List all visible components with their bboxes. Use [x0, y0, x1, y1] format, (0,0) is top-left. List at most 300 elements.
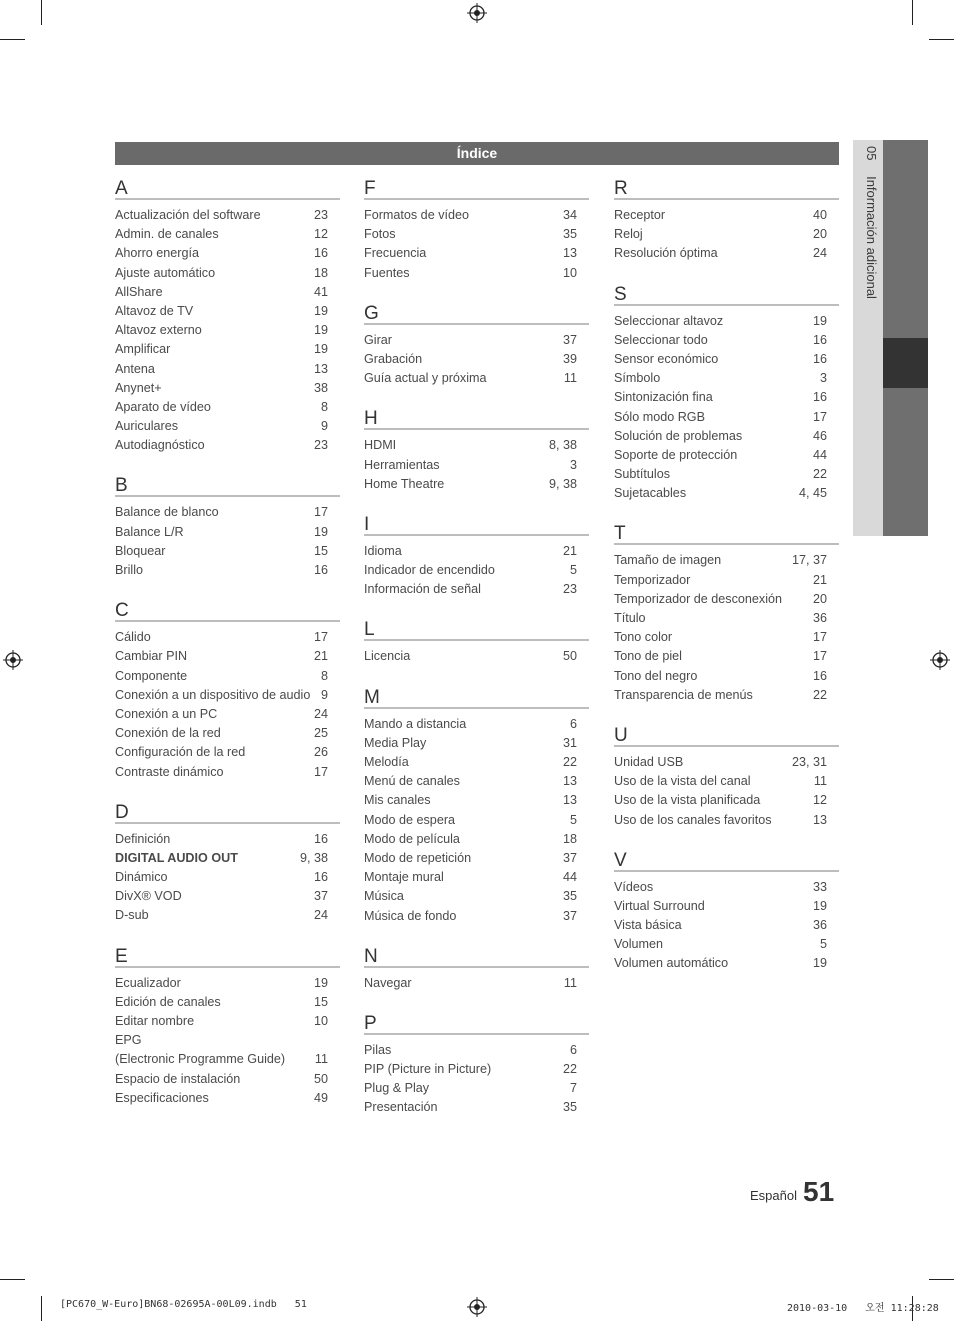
entry-label: Reloj: [614, 227, 643, 242]
entry-page: 34: [562, 208, 577, 222]
entry-label: Volumen automático: [614, 956, 729, 971]
entry-page: 8, 38: [548, 438, 577, 453]
entry-label: Idioma: [364, 543, 402, 558]
section-gap: [115, 580, 340, 600]
index-entry: [364, 1098, 589, 1117]
entry-page: 5: [569, 563, 577, 578]
entry-page: 46: [812, 428, 827, 443]
entry-page: 11: [813, 774, 827, 789]
entry-page: 4, 45: [798, 486, 827, 501]
entry-page: 35: [562, 889, 577, 904]
entry-label: Información de señal: [364, 582, 481, 597]
index-section: [364, 514, 589, 600]
entry-page: 25: [313, 726, 328, 741]
entry-page: 24: [812, 246, 827, 261]
index-section: [115, 946, 340, 1108]
entry-page: 26: [313, 745, 328, 760]
entry-label: Auriculares: [115, 419, 178, 434]
entry-label: Ecualizador: [115, 975, 181, 990]
entry-list: [115, 622, 340, 782]
entry-page: 35: [562, 227, 577, 242]
section-letter: S: [614, 284, 839, 306]
entry-page: 16: [812, 351, 827, 366]
section-gap: [364, 494, 589, 514]
index-entry: [614, 811, 839, 830]
index-entry: [115, 244, 340, 263]
entry-page: 9, 38: [299, 850, 328, 865]
index-entry: [364, 331, 589, 350]
entry-page: 22: [562, 1062, 577, 1077]
entry-page: 8: [320, 668, 328, 683]
index-entry: [614, 753, 839, 772]
index-entry: [364, 1041, 589, 1060]
entry-list: [364, 1035, 589, 1118]
index-entry: [115, 647, 340, 666]
index-entry: [115, 1050, 340, 1069]
entry-label: Receptor: [614, 208, 666, 222]
entry-label: Volumen: [614, 937, 664, 952]
entry-label: Frecuencia: [364, 246, 427, 261]
entry-label: Resolución óptima: [614, 246, 718, 261]
index-entry: [614, 446, 839, 465]
index-section: [614, 523, 839, 705]
print-slug-date: 2010-03-10 오전 11:28:28: [787, 1303, 939, 1314]
entry-page: 49: [313, 1090, 328, 1105]
index-entry: [115, 830, 340, 849]
entry-label: Indicador de encendido: [364, 563, 495, 578]
entry-label: Componente: [115, 668, 188, 683]
entry-label: Sintonización fina: [614, 390, 713, 405]
index-entry: [614, 954, 839, 973]
entry-label: Modo de espera: [364, 812, 456, 827]
entry-label: Música de fondo: [364, 908, 457, 923]
entry-label: Amplificar: [115, 342, 171, 357]
entry-label: Conexión de la red: [115, 726, 221, 741]
entry-page: 5: [569, 812, 577, 827]
index-entry: [364, 887, 589, 906]
index-entry: [614, 590, 839, 609]
entry-label: Altavoz de TV: [115, 303, 194, 318]
index-section: [364, 178, 589, 283]
index-entry: [115, 302, 340, 321]
index-entry: [614, 225, 839, 244]
entry-page: 17: [313, 505, 328, 520]
entry-label: Cálido: [115, 630, 151, 645]
entry-page: 21: [313, 649, 328, 664]
index-entry: [364, 561, 589, 580]
entry-label: Contraste dinámico: [115, 764, 224, 779]
entry-label: Especificaciones: [115, 1090, 209, 1105]
entry-label: HDMI: [364, 438, 397, 453]
entry-page: 19: [812, 898, 827, 913]
registration-mark-icon: [930, 650, 950, 670]
entry-label: Vista básica: [614, 918, 682, 933]
entry-page: 22: [812, 467, 827, 482]
side-tab-label: [857, 146, 879, 299]
entry-page: 9, 38: [548, 476, 577, 491]
index-entry: [614, 772, 839, 791]
entry-page: 23: [313, 438, 328, 453]
index-entry: [364, 647, 589, 666]
index-entry: [614, 916, 839, 935]
index-section: [614, 284, 839, 504]
section-letter: T: [614, 523, 839, 545]
entry-label: Virtual Surround: [614, 898, 705, 913]
entry-list: [364, 709, 589, 926]
index-entry: [115, 264, 340, 283]
index-entry: [614, 686, 839, 705]
index-entry: [614, 312, 839, 331]
index-entry: [614, 647, 839, 666]
entry-page: 31: [562, 735, 577, 750]
entry-label: DivX® VOD: [115, 889, 182, 904]
entry-page: 7: [569, 1081, 577, 1096]
section-gap: [614, 503, 839, 523]
index-entry: [614, 628, 839, 647]
entry-page: 40: [812, 208, 827, 222]
section-letter: F: [364, 178, 589, 200]
section-letter: R: [614, 178, 839, 200]
entry-list: [364, 641, 589, 666]
entry-label: AllShare: [115, 284, 163, 299]
entry-page: 19: [313, 342, 328, 357]
entry-page: 16: [313, 870, 328, 885]
section-gap: [364, 599, 589, 619]
index-entry: [115, 1089, 340, 1108]
index-section: [115, 600, 340, 782]
entry-page: 37: [562, 908, 577, 923]
index-entry: [614, 791, 839, 810]
entry-label: D-sub: [115, 908, 149, 923]
entry-label: Home Theatre: [364, 476, 445, 491]
index-entry: [115, 561, 340, 580]
entry-label: Fuentes: [364, 265, 410, 280]
entry-label: Brillo: [115, 563, 143, 577]
entry-page: 19: [313, 323, 328, 338]
entry-label: Grabación: [364, 351, 423, 366]
index-column-2: [364, 178, 589, 1118]
index-entry: [614, 935, 839, 954]
entry-page: 11: [563, 975, 577, 990]
entry-label: Altavoz externo: [115, 323, 202, 338]
entry-label: Montaje mural: [364, 870, 444, 885]
entry-page: 50: [313, 1071, 328, 1086]
index-entry: [614, 331, 839, 350]
index-entry: [614, 551, 839, 570]
entry-page: 9: [320, 419, 328, 434]
section-letter: V: [614, 850, 839, 872]
entry-label: Menú de canales: [364, 774, 460, 789]
index-entry: [115, 868, 340, 887]
entry-page: 21: [812, 572, 827, 587]
entry-label: Título: [614, 611, 646, 625]
index-entry: [115, 686, 340, 705]
index-entry: [364, 225, 589, 244]
index-section: [614, 178, 839, 264]
entry-page: 19: [313, 303, 328, 318]
entry-label: Uso de la vista del canal: [614, 774, 751, 789]
entry-label: Presentación: [364, 1100, 438, 1115]
entry-label: Media Play: [364, 735, 427, 750]
index-entry: [115, 763, 340, 782]
entry-label: Herramientas: [364, 457, 440, 472]
index-entry: [115, 906, 340, 925]
entry-page: 17: [313, 764, 328, 779]
entry-page: 23: [562, 582, 577, 597]
entry-page: 18: [562, 831, 577, 846]
entry-label: Conexión a un dispositivo de audio: [115, 687, 311, 702]
index-entry: [115, 436, 340, 455]
entry-page: 13: [562, 246, 577, 261]
entry-label: Girar: [364, 332, 392, 347]
index-column-1: [115, 178, 340, 1108]
index-section: [364, 619, 589, 666]
entry-page: 21: [562, 543, 577, 558]
index-entry: [115, 743, 340, 762]
entry-label: Balance de blanco: [115, 505, 219, 520]
index-entry: [614, 427, 839, 446]
entry-label: Ajuste automático: [115, 265, 216, 280]
index-entry: [364, 868, 589, 887]
entry-list: [364, 325, 589, 389]
section-gap: [614, 830, 839, 850]
entry-page: 15: [313, 543, 328, 558]
section-letter: I: [364, 514, 589, 536]
index-entry: [614, 667, 839, 686]
entry-label: Mando a distancia: [364, 716, 467, 731]
section-letter: A: [115, 178, 340, 200]
index-entry: [364, 1079, 589, 1098]
index-section: [614, 850, 839, 974]
entry-page: 6: [569, 1042, 577, 1057]
entry-label: Temporizador: [614, 572, 691, 587]
index-entry: [614, 484, 839, 503]
index-entry: [364, 791, 589, 810]
index-entry: [364, 436, 589, 455]
index-entry: [115, 628, 340, 647]
entry-page: 36: [812, 918, 827, 933]
index-entry: [364, 772, 589, 791]
entry-page: 24: [313, 706, 328, 721]
entry-label: Temporizador de desconexión: [614, 591, 783, 606]
index-entry: [364, 830, 589, 849]
section-gap: [115, 926, 340, 946]
index-entry: [364, 542, 589, 561]
page-number: 51: [803, 1176, 835, 1207]
side-tab-marker: [883, 338, 928, 388]
entry-page: 36: [812, 611, 827, 625]
entry-list: [364, 536, 589, 600]
index-entry: [364, 456, 589, 475]
entry-list: [364, 430, 589, 494]
entry-page: 20: [812, 227, 827, 242]
entry-page: 19: [313, 524, 328, 539]
entry-label: Mis canales: [364, 793, 431, 808]
index-section: [364, 946, 589, 993]
entry-label: Dinámico: [115, 870, 168, 885]
entry-page: 37: [313, 889, 328, 904]
entry-label: Formatos de vídeo: [364, 208, 469, 222]
entry-label: Subtítulos: [614, 467, 671, 482]
entry-page: 17, 37: [791, 553, 827, 568]
entry-label: Espacio de instalación: [115, 1071, 241, 1086]
index-entry: [115, 1070, 340, 1089]
entry-label: Configuración de la red: [115, 745, 246, 760]
entry-page: 17: [812, 409, 827, 424]
index-entry: [115, 379, 340, 398]
entry-label: Seleccionar todo: [614, 332, 708, 347]
entry-label: Cambiar PIN: [115, 649, 188, 664]
index-entry: [614, 244, 839, 263]
section-gap: [364, 926, 589, 946]
index-entry: [364, 206, 589, 225]
index-section: [364, 1013, 589, 1118]
entry-page: 35: [562, 1100, 577, 1115]
entry-page: 9: [320, 687, 328, 702]
entry-page: 6: [569, 716, 577, 731]
entry-page: 16: [812, 390, 827, 405]
entry-label: Actualización del software: [115, 208, 261, 222]
index-entry: [364, 715, 589, 734]
entry-label: Modo de película: [364, 831, 460, 846]
index-entry: [115, 993, 340, 1012]
index-entry: [115, 974, 340, 993]
registration-mark-icon: [3, 650, 23, 670]
index-entry: [614, 206, 839, 225]
print-slug-file: [PC670_W-Euro]BN68-02695A-00L09.indb 51: [60, 1299, 307, 1310]
entry-label: Guía actual y próxima: [364, 371, 487, 386]
entry-page: 3: [569, 457, 577, 472]
entry-label: Melodía: [364, 755, 409, 769]
index-entry: [364, 907, 589, 926]
entry-label: DIGITAL AUDIO OUT: [115, 850, 238, 865]
entry-page: 39: [562, 351, 577, 366]
entry-page: 16: [313, 246, 328, 261]
index-entry: [115, 503, 340, 522]
index-section: [115, 178, 340, 455]
section-letter: P: [364, 1013, 589, 1035]
index-entry: [364, 244, 589, 263]
section-letter: C: [115, 600, 340, 622]
entry-label: (Electronic Programme Guide): [115, 1052, 286, 1067]
section-gap: [364, 388, 589, 408]
entry-label: Tono del negro: [614, 668, 698, 683]
entry-page: 16: [313, 563, 328, 577]
index-entry: [115, 225, 340, 244]
entry-list: [614, 545, 839, 705]
entry-list: [115, 824, 340, 926]
entry-label: PIP (Picture in Picture): [364, 1062, 492, 1077]
entry-list: [614, 872, 839, 974]
entry-list: [115, 497, 340, 580]
section-letter: M: [364, 687, 589, 709]
section-gap: [614, 264, 839, 284]
entry-label: Conexión a un PC: [115, 706, 218, 721]
entry-page: 18: [313, 265, 328, 280]
index-entry: [364, 753, 589, 772]
entry-page: 50: [562, 649, 577, 664]
section-gap: [364, 993, 589, 1013]
entry-page: 16: [812, 332, 827, 347]
index-entry: [115, 1012, 340, 1031]
chapter-title: Información adicional: [864, 176, 879, 299]
index-entry: [115, 1031, 340, 1050]
entry-page: 12: [313, 227, 328, 242]
entry-page: 12: [812, 793, 827, 808]
entry-page: 13: [313, 361, 328, 376]
entry-label: Uso de la vista planificada: [614, 793, 761, 808]
index-entry: [614, 878, 839, 897]
entry-page: 33: [812, 879, 827, 894]
entry-label: Admin. de canales: [115, 227, 219, 242]
entry-label: Seleccionar altavoz: [614, 313, 724, 328]
index-entry: [614, 897, 839, 916]
index-section: [115, 475, 340, 580]
index-entry: [364, 264, 589, 283]
entry-page: 3: [819, 371, 827, 386]
entry-label: Editar nombre: [115, 1014, 195, 1028]
entry-label: Soporte de protección: [614, 447, 738, 462]
entry-page: 11: [314, 1052, 328, 1067]
entry-page: 17: [313, 630, 328, 645]
entry-label: Uso de los canales favoritos: [614, 812, 772, 827]
index-section: [364, 303, 589, 389]
index-entry: [614, 408, 839, 427]
index-entry: [364, 580, 589, 599]
index-entry: [115, 887, 340, 906]
entry-label: Antena: [115, 361, 155, 376]
entry-label: Aparato de vídeo: [115, 399, 211, 414]
index-entry: [614, 571, 839, 590]
entry-list: [614, 200, 839, 264]
entry-label: Definición: [115, 831, 171, 846]
index-section: [614, 725, 839, 830]
entry-label: Símbolo: [614, 371, 661, 386]
section-gap: [364, 283, 589, 303]
section-letter: D: [115, 802, 340, 824]
section-letter: E: [115, 946, 340, 968]
entry-page: 13: [562, 793, 577, 808]
entry-label: Bloquear: [115, 543, 166, 558]
index-entry: [614, 609, 839, 628]
entry-label: Edición de canales: [115, 994, 221, 1009]
chapter-number: 05: [864, 146, 879, 161]
index-section: [364, 687, 589, 926]
index-section: [115, 802, 340, 926]
index-entry: [115, 523, 340, 542]
entry-page: 44: [812, 447, 827, 462]
index-entry: [364, 974, 589, 993]
index-section: [364, 408, 589, 494]
entry-page: 16: [812, 668, 827, 683]
index-entry: [364, 350, 589, 369]
entry-label: Ahorro energía: [115, 246, 200, 261]
registration-mark-icon: [467, 1297, 487, 1317]
index-entry: [614, 388, 839, 407]
index-entry: [115, 398, 340, 417]
entry-page: 20: [812, 591, 827, 606]
entry-page: 19: [812, 313, 827, 328]
entry-page: 5: [819, 937, 827, 952]
entry-label: Vídeos: [614, 879, 654, 894]
index-entry: [115, 724, 340, 743]
index-entry: [364, 849, 589, 868]
index-entry: [115, 340, 340, 359]
entry-label: Plug & Play: [364, 1081, 430, 1096]
entry-label: Modo de repetición: [364, 850, 472, 865]
index-entry: [364, 734, 589, 753]
entry-page: 23, 31: [791, 754, 827, 769]
